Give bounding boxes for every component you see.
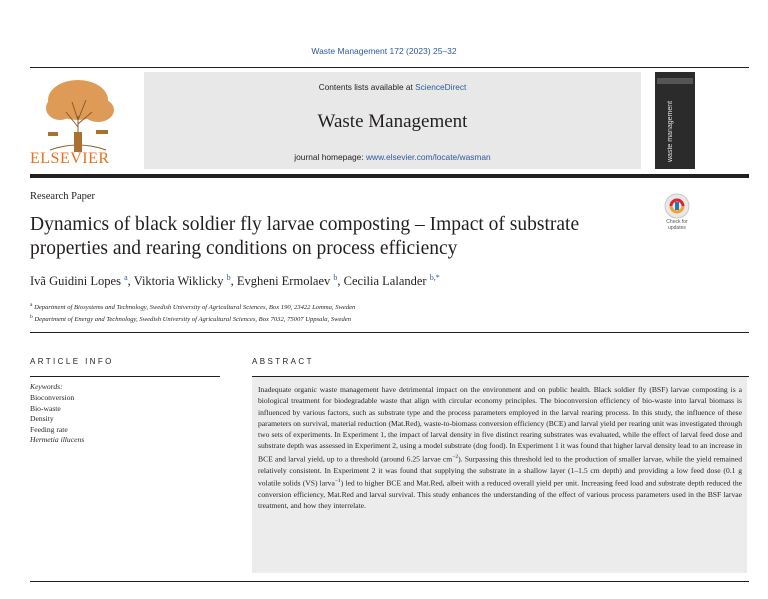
author-separator: ,: [127, 274, 134, 289]
badge-label: Check for updates: [666, 219, 688, 231]
abstract-superscript: −1: [334, 477, 341, 484]
homepage-line: [144, 152, 641, 162]
abstract-part: Inadequate organic waste management have detrimental impact on the environment and on public health. Black soldier fly (BSF) larvae composting is a biological treatment for biodegradable waste that align with circular economy principles. The bioconversion efficiency of bio-waste into larval biomass is influenced by various factors, such as substrate type and the process parameters employed in the larval rearing process. In this study, the influence of these parameters on survival, material reduction (Mat.Red), waste-to-biomass conversion efficiency (BCE) and larval yield per rearing unit was investigated through two sets of experiments. In Experiment 1, the impact of larval density in five distinct rearing substrates was evaluated, while the effect of larval feed dose and substrate depth was assessed in Experiment 2, using a model substrate (dog food). In Experiment 1 it was found that higher larval density lead to an increase in BCE and larval yield, up to a threshold (around 6.25 larvae cm: [258, 385, 742, 464]
abstract-text: [258, 384, 742, 511]
cover-stripe: [657, 78, 693, 84]
affiliation-text: Department of Biosystems and Technology, Swedish University of Agricultural Sciences, Box 190, 23422 Lomma, Sweden: [34, 304, 356, 312]
author-name[interactable]: Ivã Guidini Lopes: [30, 274, 121, 289]
check-for-updates-badge[interactable]: [660, 193, 694, 233]
keyword[interactable]: Feeding rate: [30, 424, 68, 434]
author-list: [30, 273, 440, 289]
article-info-heading: ARTICLE INFO: [30, 357, 114, 366]
author-affiliation-mark[interactable]: b,*: [429, 273, 440, 282]
affiliation: [30, 314, 351, 323]
contents-prefix: Contents lists available at: [318, 82, 416, 92]
authors-divider: [30, 332, 749, 333]
author[interactable]: [237, 274, 344, 288]
author-affiliation-mark[interactable]: b: [333, 273, 338, 282]
author[interactable]: [134, 274, 237, 288]
elsevier-logo[interactable]: [30, 72, 130, 169]
homepage-link[interactable]: www.elsevier.com/locate/wasman: [365, 152, 491, 162]
journal-cover[interactable]: [655, 72, 695, 169]
keyword-list: [30, 393, 84, 446]
author-separator: ,: [230, 274, 237, 289]
affiliation: [30, 302, 355, 311]
cover-title: waste management: [667, 100, 674, 162]
journal-citation[interactable]: Waste Management 172 (2023) 25–32: [311, 46, 457, 56]
author-affiliation-mark[interactable]: a: [124, 273, 128, 282]
header-divider: [30, 67, 749, 68]
keyword[interactable]: Density: [30, 414, 54, 423]
footer-rule: [30, 581, 749, 582]
article-info-rule: [30, 376, 220, 377]
contents-line: [144, 82, 641, 92]
author-name[interactable]: Viktoria Wiklicky: [133, 274, 224, 289]
keywords-label: Keywords:: [30, 382, 63, 391]
author[interactable]: [344, 274, 440, 288]
publisher-name: ELSEVIER: [30, 150, 110, 167]
sciencedirect-link[interactable]: ScienceDirect: [415, 82, 467, 92]
keyword[interactable]: Bio-waste: [30, 403, 61, 413]
article-type: Research Paper: [30, 191, 96, 202]
author-name[interactable]: Cecilia Lalander: [343, 274, 427, 289]
author-separator: ,: [337, 274, 344, 289]
affiliation-mark: b: [30, 314, 33, 320]
check-updates-icon: [660, 193, 694, 219]
author-affiliation-mark[interactable]: b: [226, 273, 231, 282]
abstract-part: ). Surpassing this threshold led to the production of smaller larvae, while the yield remained relatively consistent. In Experiment 2 it was found that supplying the substrate in a shallow layer (1–1.5 cm depth) and providing a low feed dose (0.1 g volatile solids (VS) larva: [258, 454, 742, 488]
abstract-superscript: −2: [452, 453, 459, 460]
article-title: Dynamics of black soldier fly larvae composting – Impact of substrate properties and rearing conditions on process efficiency: [30, 214, 580, 259]
keyword[interactable]: Hermetia illucens: [30, 435, 85, 444]
author[interactable]: [30, 274, 134, 288]
affiliation-text: Department of Energy and Technology, Swedish University of Agricultural Sciences, Box 7032, 75007 Uppsala, Sweden: [34, 316, 351, 324]
header-bottom-rule: [30, 174, 749, 178]
affiliation-mark: a: [30, 302, 33, 308]
homepage-prefix: journal homepage:: [294, 152, 366, 162]
abstract-part: ) led to higher BCE and Mat.Red, albeit with a reduced overall yield per unit. Increasing feed load and substrate depth reduced the conversion efficiency, Mat.Red and larval survival. This study enhances the understanding of the effect of various process parameters used in the BSF larvae treatment, and how they interrelate.: [258, 478, 742, 511]
journal-title: Waste Management: [317, 111, 468, 132]
keyword[interactable]: Bioconversion: [30, 393, 75, 402]
abstract-heading: ABSTRACT: [252, 357, 314, 366]
author-name[interactable]: Evgheni Ermolaev: [236, 274, 331, 289]
